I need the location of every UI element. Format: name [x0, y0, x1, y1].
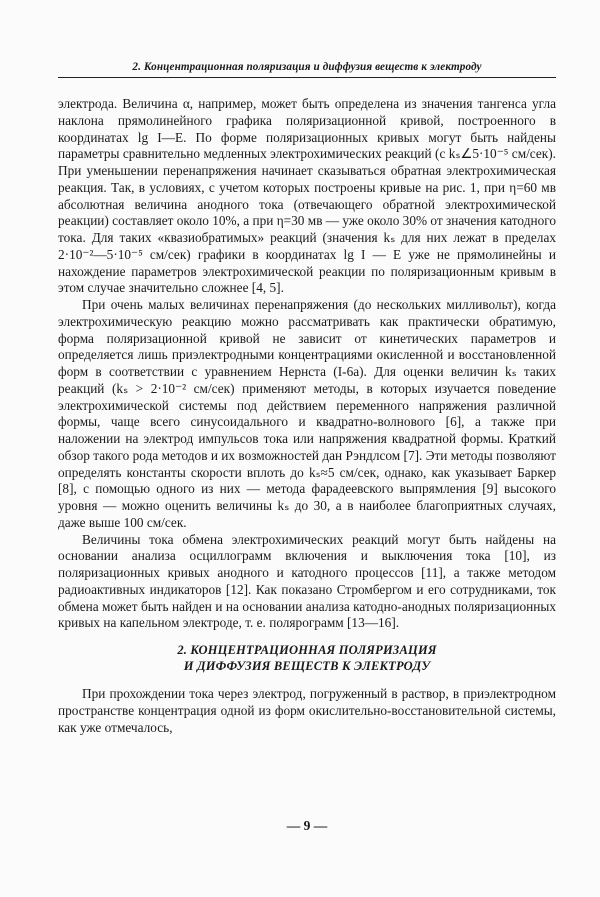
paragraph-2: При очень малых величинах перенапряжения (до нескольких милливольт), когда электрохимическую реакцию можно рассматривать как практически обратимую, форма поляризационной кривой не зависит от кинетических параметров и определяется лишь приэлектродными концентрациями окисленной и восстановленной форм в соответствии с уравнением Нернста (I-6а). Для оценки величин kₛ таких реакций (kₛ > 2·10⁻² см/сек) применяют методы, в которых изучается поведение электрохимической системы под действием переменного напряжения различной формы, чаще всего синусоидального и квадратно-волнового [6], а также при наложении на электрод импульсов тока или напряжения квадратной формы. Краткий обзор такого рода методов и их возможностей дан Рэндлсом [7]. Эти методы позволяют определять константы скорости вплоть до kₛ≈5 см/сек, однако, как указывает Баркер [8], с помощью одного из них — метода фарадеевского выпрямления [9] высокого уровня — можно оценить величины kₛ до 30, а в наиболее благоприятных случаях, даже выше 100 см/сек.: [58, 297, 556, 530]
paragraph-1: электрода. Величина α, например, может быть определена из значения тангенса угла наклона прямолинейного графика поляризационной кривой, построенного в координатах lg I—E. По форме поляризационных кривых могут быть найдены параметры сравнительно медленных электрохимических реакций (с kₛ∠5·10⁻⁵ см/сек). При уменьшении перенапряжения начинает сказываться обратная электрохимическая реакция. Так, в условиях, с учетом которых построены кривые на рис. 1, при η=60 мв абсолютная величина анодного тока (отвечающего обратной электрохимической реакции) составляет около 10%, а при η=30 мв — уже около 30% от значения катодного тока. Для таких «квазиобратимых» реакций (значения kₛ для них лежат в пределах 2·10⁻²—5·10⁻⁵ см/сек) графики в координатах lg I — E уже не прямолинейны и нахождение параметров электрохимической реакции по поляризационным кривым в этом случае значительно сложнее [4, 5].: [58, 96, 556, 296]
paragraph-4: При прохождении тока через электрод, погруженный в раствор, в приэлектродном пространстве концентрация одной из форм окислительно-восстановительной системы, как уже отмечалось,: [58, 686, 556, 735]
running-head: 2. Концентрационная поляризация и диффузия веществ к электроду: [58, 61, 556, 78]
section-heading-line-1: 2. КОНЦЕНТРАЦИОННАЯ ПОЛЯРИЗАЦИЯ: [177, 643, 437, 657]
paragraph-3: Величины тока обмена электрохимических реакций могут быть найдены на основании анализа осциллограмм включения и выключения тока [10], из поляризационных кривых анодного и катодного процессов [11], а также методом радиоактивных индикаторов [12]. Как показано Стромбергом и его сотрудниками, ток обмена может быть найден и на основании анализа катодно-анодных поляризационных кривых на капельном электроде, т. е. полярограмм [13—16].: [58, 531, 556, 631]
section-heading: [58, 642, 556, 674]
page-number: — 9 —: [286, 818, 328, 833]
body-text: [58, 96, 556, 736]
section-heading-line-2: И ДИФФУЗИЯ ВЕЩЕСТВ К ЭЛЕКТРОДУ: [183, 659, 431, 673]
